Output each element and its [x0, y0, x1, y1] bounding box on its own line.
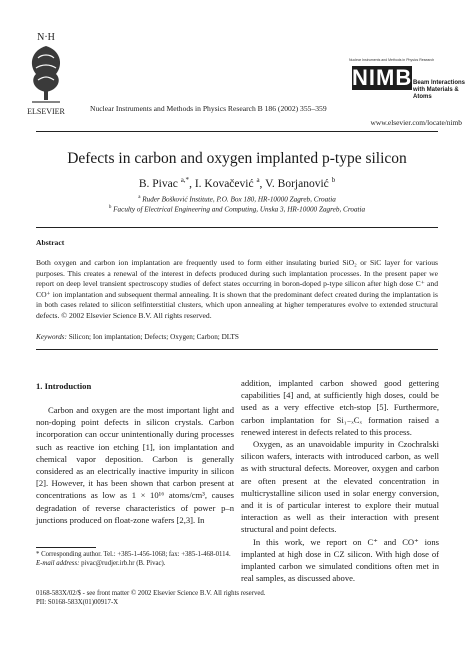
nimb-subtitle: [413, 80, 471, 101]
issn-line: 0168-583X/02/$ - see front matter © 2002 Elsevier Science B.V. All rights reserved.: [36, 590, 266, 597]
svg-text:N·H: N·H: [37, 32, 55, 43]
journal-url[interactable]: www.elsevier.com/locate/nimb: [370, 118, 462, 127]
nimb-journal-strip: Nuclear Instruments and Methods in Physics Research: [349, 58, 435, 62]
author-marker: a: [256, 176, 260, 184]
affiliation-text: Ruđer Bošković Institute, P.O. Box 180, HR-10000 Zagreb, Croatia: [142, 195, 336, 204]
paragraph: Carbon and oxygen are the most important light and non-doping point defects in silicon crystals. Carbon incorporation can occur unintentionally during processes such as reactive ion etching [1], ion implantation and chemical vapor deposition. Carbon is generally considered as an electrically inactive impurity in silicon [2]. However, it has been shown that carbon present at concentrations as low as 1 × 10¹⁶ atoms/cm³, causes degradation of reverse characteristics of power p–n junctions produced on float-zone wafers [2,3]. In: [36, 405, 234, 525]
affiliation-a: [20, 195, 454, 203]
email-address[interactable]: pivac@rudjer.irb.hr (B. Pivac).: [81, 560, 166, 567]
affiliation-marker: a: [138, 195, 141, 200]
pii-line: PII: S0168-583X(01)00917-X: [36, 599, 119, 606]
paper-title: Defects in carbon and oxygen implanted p-type silicon: [67, 150, 407, 167]
nimb-logo: NIMB: [352, 65, 413, 90]
journal-citation: Nuclear Instruments and Methods in Physics Research B 186 (2002) 355–359: [90, 104, 327, 113]
abstract-heading: Abstract: [36, 238, 65, 247]
email-line: [36, 559, 234, 568]
elsevier-logo: [18, 28, 74, 120]
affiliation-b: [20, 205, 454, 213]
keywords-list: Silicon; Ion implantation; Defects; Oxygen; Carbon; DLTS: [68, 333, 239, 341]
keywords: [36, 333, 438, 341]
header-rule: [36, 131, 438, 132]
author-name: V. Borjanović: [265, 177, 329, 190]
right-column: [241, 377, 439, 584]
affiliation-text: Faculty of Electrical Engineering and Computing, Unska 3, HR-10000 Zagreb, Croatia: [113, 205, 366, 214]
author-list: B. Pivac $^{a,*}$, I. Kovačević $^a$, V. Borjanović $^b$: [138, 176, 336, 190]
footnote-rule: [36, 547, 96, 548]
affiliation-marker: b: [108, 205, 112, 210]
nimb-subtitle-line-2: with Materials & Atoms: [413, 87, 459, 100]
copyright-imprint: [36, 589, 438, 607]
abstract-text: Both oxygen and carbon ion implantation are frequently used to form either insulating buried SiO₂ or SiC layer for various purposes. This creates a renewal of the interest in defects produced during such implantation processes. In the present paper we report on deep level transient spectroscopy studies of defect states occurring in boron-doped p-type silicon after high dose C⁺ and CO⁺ ion implantation and subsequent thermal annealing. It is shown that the predominant defect created during the implantation is in both cases related to silicon selfinterstitial clusters, which upon annealing at higher temperatures evolve to extended structural defects. © 2002 Elsevier Science B.V. All rights reserved.: [36, 258, 438, 320]
author-name: B. Pivac: [138, 177, 178, 190]
corresponding-author-note: * Corresponding author. Tel.: +385-1-456-1068; fax: +385-1-468-0114.: [36, 551, 231, 558]
email-label: E-mail address:: [36, 560, 80, 567]
left-column: [36, 404, 234, 526]
author-marker: b: [331, 176, 336, 184]
paragraph: addition, implanted carbon showed good gettering capabilities [4] and, at sufficiently high doses, could be used as a very effective etch-stop [5]. Furthermore, carbon implantation for Si₁₋ₓCₓ formation raised a renewed interest in defects related to this process.: [241, 378, 439, 437]
author-name: I. Kovačević: [194, 177, 254, 190]
paragraph: Oxygen, as an unavoidable impurity in Czochralski silicon wafers, interacts with introduced carbon, as well as with structural defects. Moreover, oxygen and carbon are often present at the elevated concentration in multicrystalline silicon used in solar energy conversion, and it is of particular interest to explore their mutual interaction as well as their interaction with present structural and point defects.: [241, 439, 439, 535]
nimb-subtitle-line-1: Beam Interactions: [413, 80, 466, 86]
keywords-label: Keywords:: [36, 333, 67, 341]
abstract-top-rule: [36, 227, 438, 228]
paragraph: In this work, we report on C⁺ and CO⁺ ions implanted at high dose in CZ silicon. With high dose of implanted carbon we simulated conditions often met in real samples, as discussed above.: [241, 536, 439, 584]
author-marker: a,*: [180, 176, 190, 184]
section-heading: 1. Introduction: [36, 381, 92, 391]
abstract-bottom-rule: [36, 349, 438, 350]
footnote: [36, 550, 234, 568]
elsevier-wordmark: ELSEVIER: [27, 107, 65, 116]
